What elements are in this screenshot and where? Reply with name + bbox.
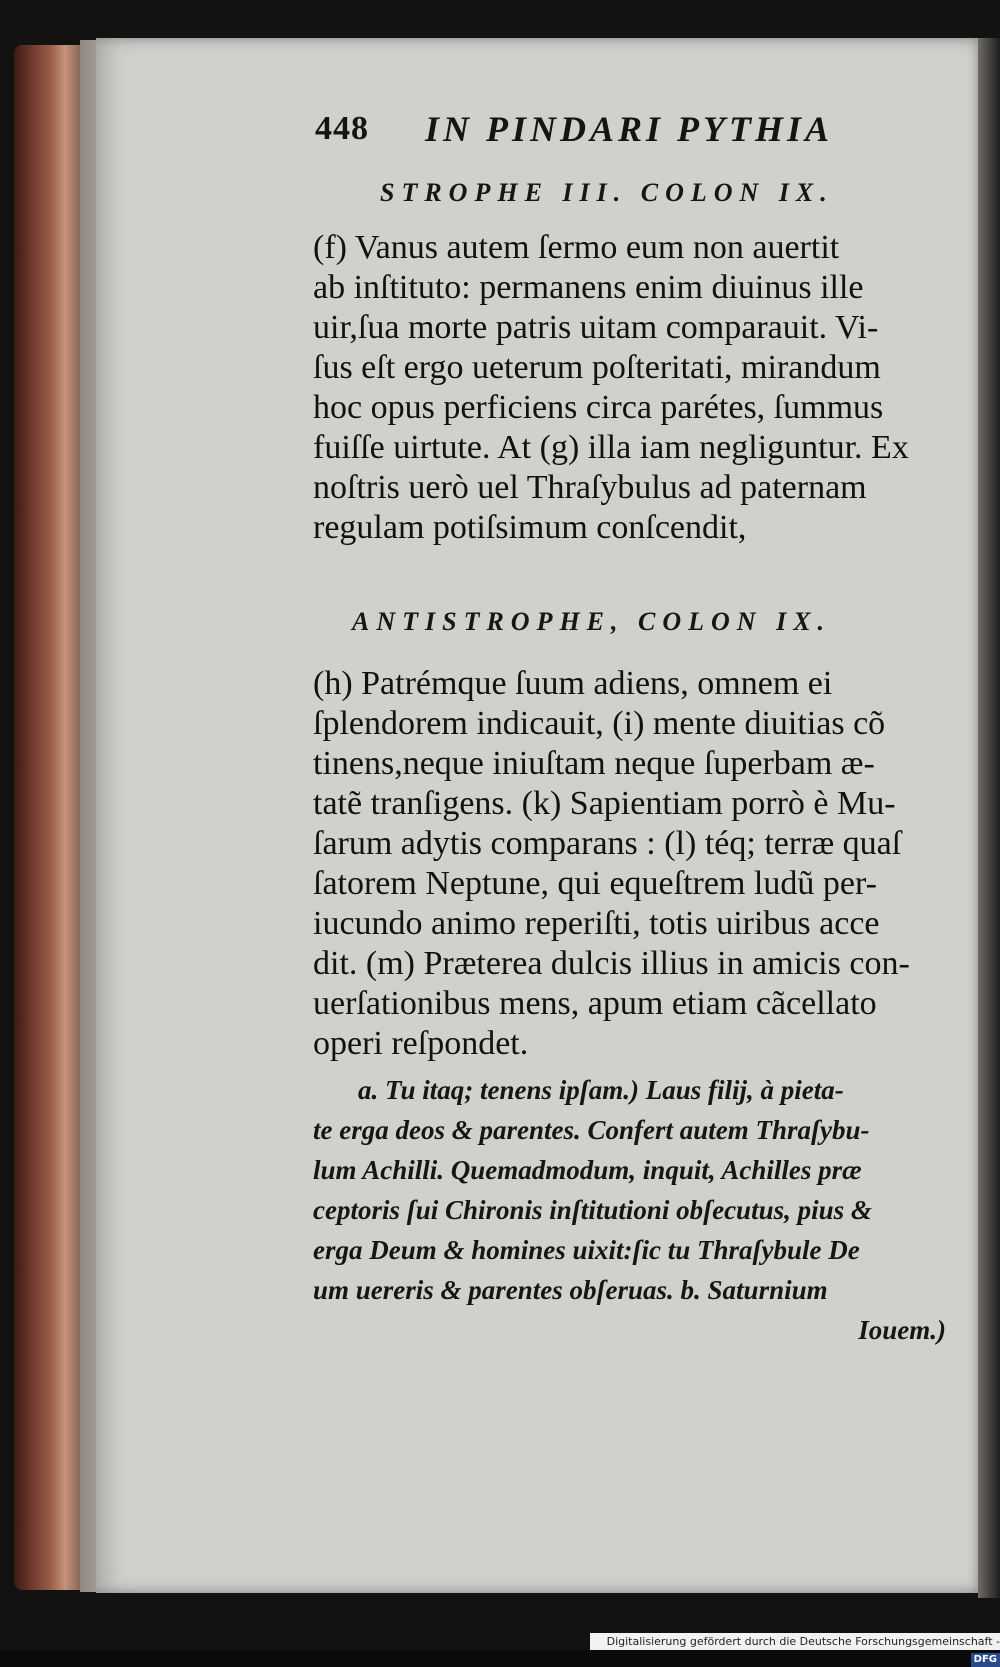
strophe-text xyxy=(313,228,953,548)
page-right-shadow xyxy=(978,38,1000,1598)
note-line: te erga deos & parentes. Confert autem Thraſybu- xyxy=(313,1115,870,1145)
text-line: tinens,neque iniuſtam neque ſuperbam æ- xyxy=(313,745,875,782)
text-line: fuiſſe uirtute. At (g) illa iam negliguntur. Ex xyxy=(313,429,909,466)
page-header xyxy=(315,104,925,156)
digitization-footer xyxy=(590,1633,1000,1665)
antistrophe-heading: ANTISTROPHE, COLON IX. xyxy=(352,607,832,636)
note-line: erga Deum & homines uixit:ſic tu Thraſybule De xyxy=(313,1235,860,1265)
text-line: uir,ſua morte patris uitam comparauit. Vi- xyxy=(313,309,879,346)
commentary-notes xyxy=(313,1070,958,1350)
text-line: ſplendorem indicauit, (i) mente diuitias cõ xyxy=(313,705,886,742)
text-line: uerſationibus mens, apum etiam cãcellato xyxy=(313,985,877,1022)
note-line: lum Achilli. Quemadmodum, inquit, Achilles præ xyxy=(313,1155,862,1185)
text-line: iucundo animo reperiſti, totis uiribus acce xyxy=(313,905,880,942)
text-line: hoc opus perficiens circa parétes, ſummus xyxy=(313,389,884,426)
text-line: tatẽ tranſigens. (k) Sapientiam porrò è Mu- xyxy=(313,785,896,822)
text-line: (f) Vanus autem ſermo eum non auertit xyxy=(313,229,840,266)
note-line: ceptoris ſui Chironis inſtitutioni obſecutus, pius & xyxy=(313,1195,872,1225)
running-title: IN PINDARI PYTHIA xyxy=(425,109,834,149)
text-line: ſarum adytis comparans : (l) téq; terræ quaſ xyxy=(313,825,902,862)
text-line: (h) Patrémque ſuum adiens, omnem ei xyxy=(313,665,833,702)
text-line: ſus eſt ergo ueterum poſteritati, mirandum xyxy=(313,349,881,386)
strophe-heading: STROPHE III. COLON IX. xyxy=(380,178,834,207)
note-line: um uereris & parentes obſeruas. b. Saturnium xyxy=(313,1275,828,1305)
footer-text: Digitalisierung gefördert durch die Deutsche Forschungsgemeinschaft - xyxy=(606,1635,1000,1648)
antistrophe-text xyxy=(313,664,953,1064)
text-line: ab inſtituto: permanens enim diuinus ille xyxy=(313,269,864,306)
dfg-logo: DFG xyxy=(971,1653,1000,1667)
text-line: operi reſpondet. xyxy=(313,1025,529,1062)
text-line: dit. (m) Præterea dulcis illius in amicis con- xyxy=(313,945,910,982)
text-line: noſtris uerò uel Thraſybulus ad paternam xyxy=(313,469,867,506)
page-number: 448 xyxy=(315,110,369,147)
text-line: regulam potiſsimum conſcendit, xyxy=(313,509,747,546)
note-line: Iouem.) xyxy=(858,1315,946,1345)
text-line: ſatorem Neptune, qui equeſtrem ludũ per- xyxy=(313,865,877,902)
note-line: a. Tu itaq; tenens ipſam.) Laus filij, à pieta- xyxy=(358,1075,844,1105)
